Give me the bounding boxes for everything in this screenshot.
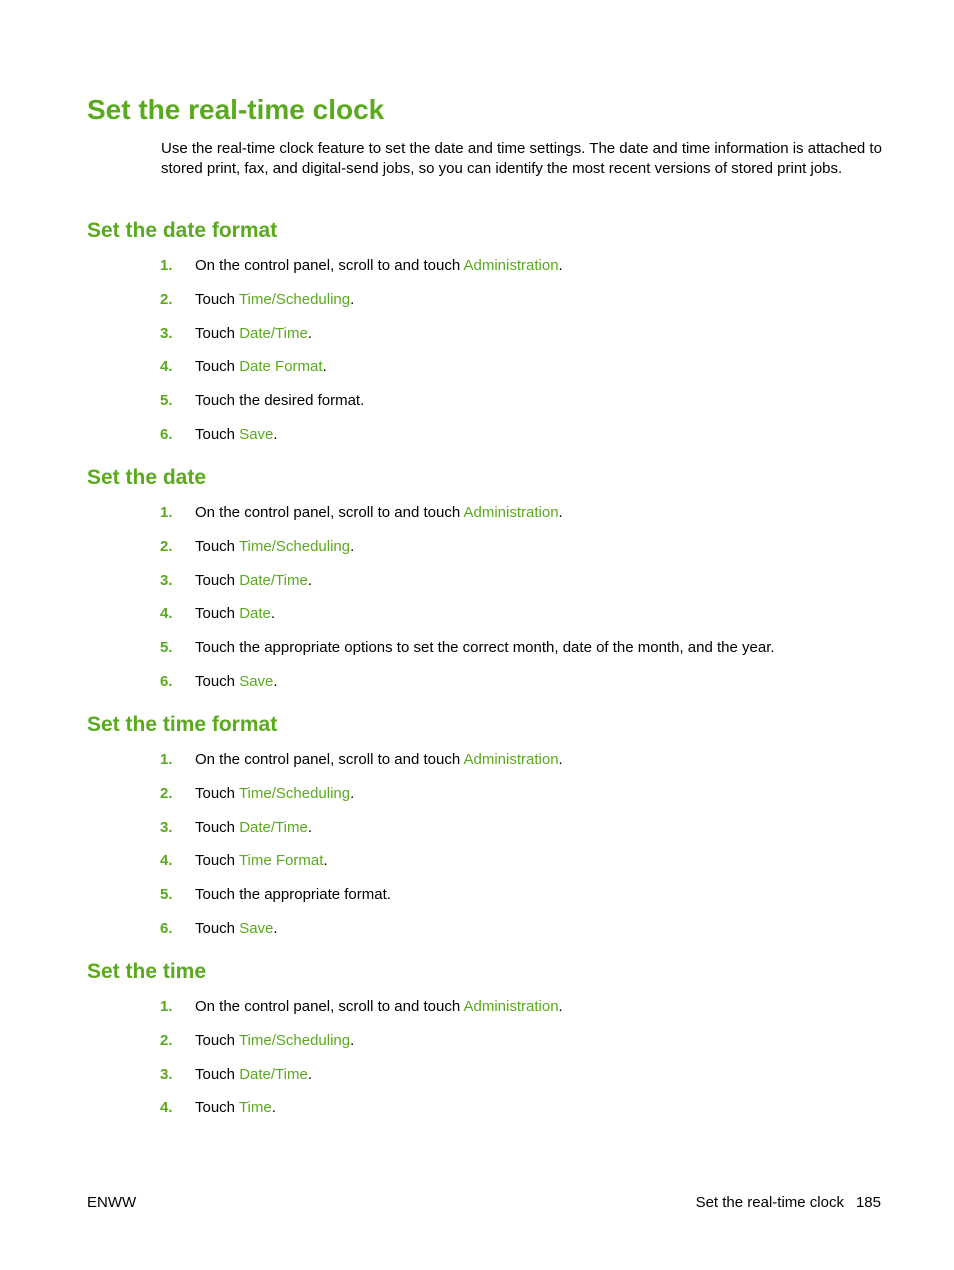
step-number: 3. [160,1065,173,1083]
step-number: 4. [160,358,173,376]
step-number: 4. [160,852,173,870]
step-number: 2. [160,784,173,802]
step-number: 2. [160,1031,173,1049]
section-heading-date: Set the date [87,466,207,489]
footer-publisher-code: ENWW [87,1194,137,1211]
step-number: 5. [160,392,173,410]
step-text: Touch Date. [195,605,276,623]
ui-term-time-scheduling: Time/Scheduling [238,290,351,308]
section-heading-time: Set the time [87,960,207,983]
step-number: 4. [160,605,173,623]
step-text: Touch Save. [195,425,278,443]
intro-paragraph: Use the real-time clock feature to set the date and time settings. The date and time information is attached to stored print, fax, and digital-send jobs, so you can identify the most recent versions of stored print jobs. [161,140,882,177]
section-heading-date-format: Set the date format [87,219,278,242]
footer-running-title [696,1193,881,1213]
step-text: Touch Date Format. [195,358,327,376]
step-text: Touch Date/Time. [195,1065,313,1083]
step-number: 2. [160,537,173,555]
ui-term-time-format: Time Format [238,852,324,870]
step-text: Touch Date/Time. [195,818,313,836]
ui-term-date-time: Date/Time [239,571,308,589]
step-text: Touch the desired format. [195,392,365,410]
page-number: 185 [855,1194,881,1211]
step-number: 2. [160,290,173,308]
footer-chapter-title: Set the real-time clock [695,1194,844,1211]
ui-term-time-scheduling: Time/Scheduling [238,784,351,802]
step-text: Touch Time/Scheduling. [195,784,355,802]
step-number: 1. [160,257,173,274]
page-title: Set the real-time clock [87,94,385,125]
step-number: 3. [160,818,173,836]
step-number: 3. [160,324,173,342]
step-text: Touch Date/Time. [195,571,313,589]
step-text: On the control panel, scroll to and touch Administration. [195,751,563,768]
step-number: 4. [160,1099,173,1117]
step-text: Touch Time. [195,1099,276,1117]
ui-term-date: Date [239,605,271,623]
ui-term-date-time: Date/Time [239,818,308,836]
step-number: 6. [160,919,173,937]
step-number: 1. [160,998,173,1015]
step-text: On the control panel, scroll to and touch Administration. [195,257,563,274]
ui-term-time-scheduling: Time/Scheduling [238,1031,351,1049]
step-text: On the control panel, scroll to and touch Administration. [195,504,563,521]
step-text: Touch Save. [195,919,278,937]
ui-term-time: Time [238,1099,272,1117]
step-text: Touch Time/Scheduling. [195,1031,355,1049]
step-number: 6. [160,425,173,443]
step-number: 6. [160,672,173,690]
ui-term-administration: Administration [463,751,559,768]
step-number: 1. [160,751,173,768]
step-number: 1. [160,504,173,521]
ui-term-date-time: Date/Time [239,1065,308,1083]
section-heading-time-format: Set the time format [87,713,278,736]
step-text: On the control panel, scroll to and touch Administration. [195,998,563,1015]
step-text: Touch the appropriate format. [195,886,391,904]
step-number: 5. [160,886,173,904]
ui-term-administration: Administration [463,504,559,521]
step-text: Touch Time/Scheduling. [195,290,355,308]
step-text: Touch Save. [195,672,278,690]
ui-term-administration: Administration [463,257,559,274]
ui-term-save: Save [239,672,274,690]
ui-term-date-format: Date Format [239,358,323,376]
ui-term-save: Save [239,919,274,937]
step-text: Touch Time/Scheduling. [195,537,355,555]
step-text: Touch Time Format. [195,852,328,870]
ui-term-save: Save [239,425,274,443]
step-text: Touch the appropriate options to set the correct month, date of the month, and the year. [195,639,775,657]
step-number: 3. [160,571,173,589]
ui-term-time-scheduling: Time/Scheduling [238,537,351,555]
ui-term-administration: Administration [463,998,559,1015]
step-number: 5. [160,639,173,657]
ui-term-date-time: Date/Time [239,324,308,342]
step-text: Touch Date/Time. [195,324,313,342]
